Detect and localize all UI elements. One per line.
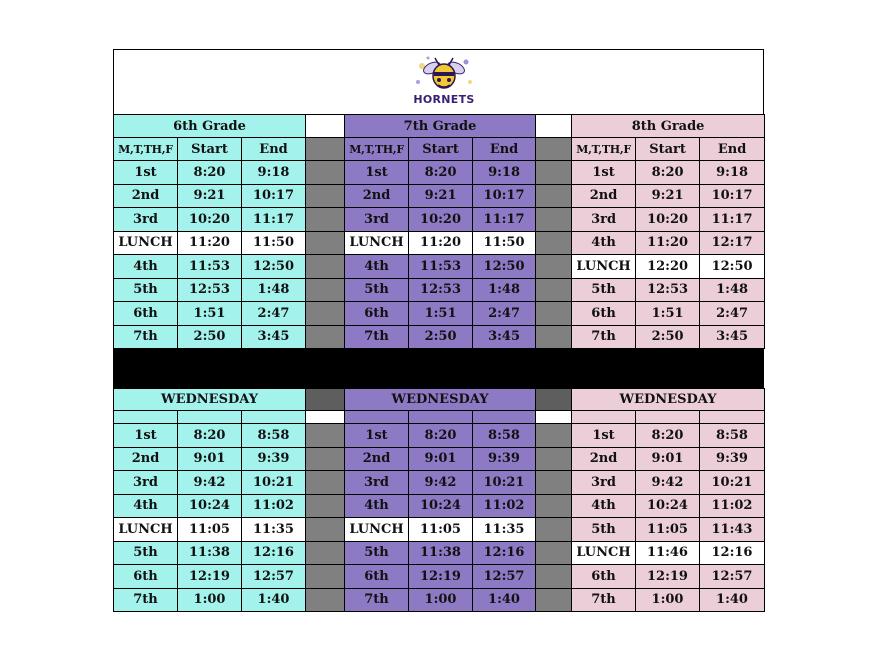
gap-cell	[306, 255, 345, 279]
empty-cell	[409, 411, 473, 424]
period-label: LUNCH	[114, 231, 178, 255]
end-time: 10:17	[242, 184, 306, 208]
schedule-row	[114, 518, 765, 542]
end-time: 9:39	[473, 447, 536, 471]
column-header: Start	[178, 138, 242, 161]
start-time: 1:51	[636, 302, 700, 326]
period-label: 3rd	[114, 208, 178, 232]
schedule-row	[114, 208, 765, 232]
period-label: 5th	[572, 518, 636, 542]
start-time: 9:42	[409, 471, 473, 495]
period-label: 1st	[345, 161, 409, 185]
start-time: 1:00	[409, 588, 473, 612]
end-time: 10:21	[700, 471, 765, 495]
end-time: 9:18	[700, 161, 765, 185]
column-header: Start	[636, 138, 700, 161]
period-label: 3rd	[345, 208, 409, 232]
column-header: End	[242, 138, 306, 161]
column-header: Start	[409, 138, 473, 161]
period-label: 1st	[572, 424, 636, 448]
start-time: 9:42	[636, 471, 700, 495]
end-time: 3:45	[700, 325, 765, 349]
start-time: 9:21	[178, 184, 242, 208]
gap-cell	[536, 447, 572, 471]
end-time: 1:40	[700, 588, 765, 612]
schedule-row	[114, 541, 765, 565]
end-time: 2:47	[242, 302, 306, 326]
gap-cell	[306, 471, 345, 495]
end-time: 9:39	[242, 447, 306, 471]
end-time: 12:57	[242, 565, 306, 589]
period-label: 5th	[345, 278, 409, 302]
empty-cell	[572, 411, 636, 424]
start-time: 10:24	[636, 494, 700, 518]
schedule-row	[114, 278, 765, 302]
start-time: 1:51	[178, 302, 242, 326]
period-label: LUNCH	[572, 255, 636, 279]
gap-cell	[536, 138, 572, 161]
start-time: 12:19	[409, 565, 473, 589]
end-time: 11:17	[242, 208, 306, 232]
start-time: 11:46	[636, 541, 700, 565]
period-label: 6th	[572, 565, 636, 589]
schedule-row	[114, 161, 765, 185]
schedule-row	[114, 447, 765, 471]
schedule-row	[114, 231, 765, 255]
period-label: 2nd	[114, 447, 178, 471]
gap-cell	[536, 424, 572, 448]
start-time: 12:19	[636, 565, 700, 589]
start-time: 10:20	[409, 208, 473, 232]
period-label: 6th	[572, 302, 636, 326]
empty-cell	[242, 411, 306, 424]
spacer-row	[114, 411, 765, 424]
empty-cell	[114, 411, 178, 424]
period-label: 7th	[572, 588, 636, 612]
gap-cell	[536, 115, 572, 138]
end-time: 1:48	[473, 278, 536, 302]
gap-cell	[536, 565, 572, 589]
period-label: 7th	[114, 325, 178, 349]
black-divider-band	[113, 348, 764, 388]
start-time: 2:50	[409, 325, 473, 349]
wednesday-title-8th: WEDNESDAY	[572, 389, 765, 411]
end-time: 12:57	[700, 565, 765, 589]
gap-cell	[536, 518, 572, 542]
period-label: 7th	[114, 588, 178, 612]
gap-cell	[536, 231, 572, 255]
gap-cell	[306, 231, 345, 255]
end-time: 12:50	[473, 255, 536, 279]
column-header: End	[700, 138, 765, 161]
start-time: 11:05	[636, 518, 700, 542]
start-time: 12:19	[178, 565, 242, 589]
end-time: 1:40	[242, 588, 306, 612]
end-time: 1:40	[473, 588, 536, 612]
start-time: 12:53	[409, 278, 473, 302]
end-time: 11:35	[473, 518, 536, 542]
period-label: 2nd	[572, 184, 636, 208]
schedule-row	[114, 325, 765, 349]
start-time: 9:01	[409, 447, 473, 471]
period-label: 7th	[572, 325, 636, 349]
gap-cell	[306, 541, 345, 565]
end-time: 11:17	[700, 208, 765, 232]
start-time: 8:20	[409, 161, 473, 185]
start-time: 11:20	[178, 231, 242, 255]
end-time: 1:48	[242, 278, 306, 302]
start-time: 12:20	[636, 255, 700, 279]
period-label: 5th	[572, 278, 636, 302]
period-label: 6th	[114, 565, 178, 589]
gap-cell	[306, 138, 345, 161]
period-label: 1st	[572, 161, 636, 185]
schedule-row	[114, 565, 765, 589]
end-time: 11:02	[473, 494, 536, 518]
gap-cell	[306, 278, 345, 302]
period-label: 2nd	[114, 184, 178, 208]
start-time: 9:21	[409, 184, 473, 208]
start-time: 8:20	[178, 424, 242, 448]
schedule-row	[114, 424, 765, 448]
gap-cell	[306, 184, 345, 208]
period-label: 7th	[345, 325, 409, 349]
start-time: 10:20	[178, 208, 242, 232]
period-label: LUNCH	[345, 231, 409, 255]
gap-cell	[536, 494, 572, 518]
column-header: M,T,TH,F	[345, 138, 409, 161]
end-time: 11:43	[700, 518, 765, 542]
grade-title-6th: 6th Grade	[114, 115, 306, 138]
start-time: 10:24	[178, 494, 242, 518]
period-label: 3rd	[114, 471, 178, 495]
empty-cell	[473, 411, 536, 424]
grade-header-row	[114, 115, 765, 138]
start-time: 9:01	[178, 447, 242, 471]
start-time: 1:00	[178, 588, 242, 612]
gap-cell	[306, 518, 345, 542]
start-time: 11:53	[178, 255, 242, 279]
grade-title-8th: 8th Grade	[572, 115, 765, 138]
schedule-row	[114, 302, 765, 326]
end-time: 11:02	[700, 494, 765, 518]
start-time: 8:20	[178, 161, 242, 185]
schedule-row	[114, 471, 765, 495]
end-time: 3:45	[242, 325, 306, 349]
gap-cell	[536, 541, 572, 565]
column-header: M,T,TH,F	[114, 138, 178, 161]
period-label: LUNCH	[345, 518, 409, 542]
period-label: 5th	[114, 278, 178, 302]
gap-cell	[306, 389, 345, 411]
period-label: 2nd	[345, 447, 409, 471]
start-time: 11:05	[178, 518, 242, 542]
wednesday-title-6th: WEDNESDAY	[114, 389, 306, 411]
grade-title-7th: 7th Grade	[345, 115, 536, 138]
gap-cell	[306, 588, 345, 612]
end-time: 11:50	[242, 231, 306, 255]
wednesday-schedule-table	[113, 388, 765, 612]
period-label: 3rd	[345, 471, 409, 495]
end-time: 12:16	[242, 541, 306, 565]
period-label: 5th	[345, 541, 409, 565]
end-time: 9:39	[700, 447, 765, 471]
gap-cell	[306, 424, 345, 448]
empty-cell	[636, 411, 700, 424]
period-label: 1st	[345, 424, 409, 448]
start-time: 8:20	[636, 424, 700, 448]
end-time: 9:18	[473, 161, 536, 185]
end-time: 11:17	[473, 208, 536, 232]
period-label: 3rd	[572, 471, 636, 495]
end-time: 12:57	[473, 565, 536, 589]
start-time: 2:50	[636, 325, 700, 349]
gap-cell	[306, 208, 345, 232]
wednesday-title-row	[114, 389, 765, 411]
start-time: 2:50	[178, 325, 242, 349]
end-time: 2:47	[473, 302, 536, 326]
regular-day-schedule-table	[113, 114, 765, 349]
end-time: 11:02	[242, 494, 306, 518]
empty-cell	[345, 411, 409, 424]
empty-cell	[700, 411, 765, 424]
column-header: End	[473, 138, 536, 161]
gap-cell	[306, 161, 345, 185]
period-label: LUNCH	[572, 541, 636, 565]
end-time: 8:58	[700, 424, 765, 448]
period-label: 1st	[114, 424, 178, 448]
start-time: 8:20	[409, 424, 473, 448]
gap-cell	[306, 115, 345, 138]
start-time: 11:20	[409, 231, 473, 255]
start-time: 11:20	[636, 231, 700, 255]
start-time: 11:05	[409, 518, 473, 542]
end-time: 9:18	[242, 161, 306, 185]
end-time: 2:47	[700, 302, 765, 326]
schedule-row	[114, 255, 765, 279]
gap-cell	[536, 325, 572, 349]
period-label: 4th	[572, 231, 636, 255]
gap-cell	[306, 325, 345, 349]
start-time: 1:00	[636, 588, 700, 612]
gap-cell	[536, 255, 572, 279]
gap-cell	[536, 208, 572, 232]
start-time: 11:53	[409, 255, 473, 279]
end-time: 12:16	[473, 541, 536, 565]
period-label: 6th	[345, 302, 409, 326]
start-time: 9:21	[636, 184, 700, 208]
gap-cell	[536, 184, 572, 208]
column-header-row	[114, 138, 765, 161]
end-time: 12:50	[242, 255, 306, 279]
start-time: 1:51	[409, 302, 473, 326]
start-time: 10:24	[409, 494, 473, 518]
period-label: 4th	[572, 494, 636, 518]
gap-cell	[536, 471, 572, 495]
start-time: 11:38	[409, 541, 473, 565]
end-time: 12:50	[700, 255, 765, 279]
end-time: 10:17	[473, 184, 536, 208]
gap-cell	[536, 411, 572, 424]
start-time: 12:53	[178, 278, 242, 302]
end-time: 3:45	[473, 325, 536, 349]
gap-cell	[536, 389, 572, 411]
start-time: 10:20	[636, 208, 700, 232]
schedule-row	[114, 588, 765, 612]
start-time: 11:38	[178, 541, 242, 565]
start-time: 8:20	[636, 161, 700, 185]
period-label: LUNCH	[114, 518, 178, 542]
logo-wordmark: HORNETS	[413, 93, 475, 106]
end-time: 11:50	[473, 231, 536, 255]
period-label: 4th	[114, 255, 178, 279]
end-time: 8:58	[473, 424, 536, 448]
gap-cell	[536, 161, 572, 185]
column-header: M,T,TH,F	[572, 138, 636, 161]
gap-cell	[306, 411, 345, 424]
end-time: 10:21	[242, 471, 306, 495]
period-label: 2nd	[572, 447, 636, 471]
end-time: 12:17	[700, 231, 765, 255]
period-label: 1st	[114, 161, 178, 185]
gap-cell	[306, 302, 345, 326]
wednesday-title-7th: WEDNESDAY	[345, 389, 536, 411]
end-time: 1:48	[700, 278, 765, 302]
period-label: 6th	[345, 565, 409, 589]
schedule-row	[114, 184, 765, 208]
end-time: 8:58	[242, 424, 306, 448]
empty-cell	[178, 411, 242, 424]
gap-cell	[306, 565, 345, 589]
end-time: 11:35	[242, 518, 306, 542]
end-time: 12:16	[700, 541, 765, 565]
period-label: 7th	[345, 588, 409, 612]
period-label: 4th	[114, 494, 178, 518]
gap-cell	[306, 494, 345, 518]
start-time: 9:42	[178, 471, 242, 495]
start-time: 9:01	[636, 447, 700, 471]
gap-cell	[536, 588, 572, 612]
end-time: 10:21	[473, 471, 536, 495]
period-label: 3rd	[572, 208, 636, 232]
period-label: 2nd	[345, 184, 409, 208]
period-label: 4th	[345, 494, 409, 518]
period-label: 5th	[114, 541, 178, 565]
end-time: 10:17	[700, 184, 765, 208]
period-label: 4th	[345, 255, 409, 279]
gap-cell	[536, 278, 572, 302]
gap-cell	[536, 302, 572, 326]
schedule-row	[114, 494, 765, 518]
period-label: 6th	[114, 302, 178, 326]
start-time: 12:53	[636, 278, 700, 302]
gap-cell	[306, 447, 345, 471]
